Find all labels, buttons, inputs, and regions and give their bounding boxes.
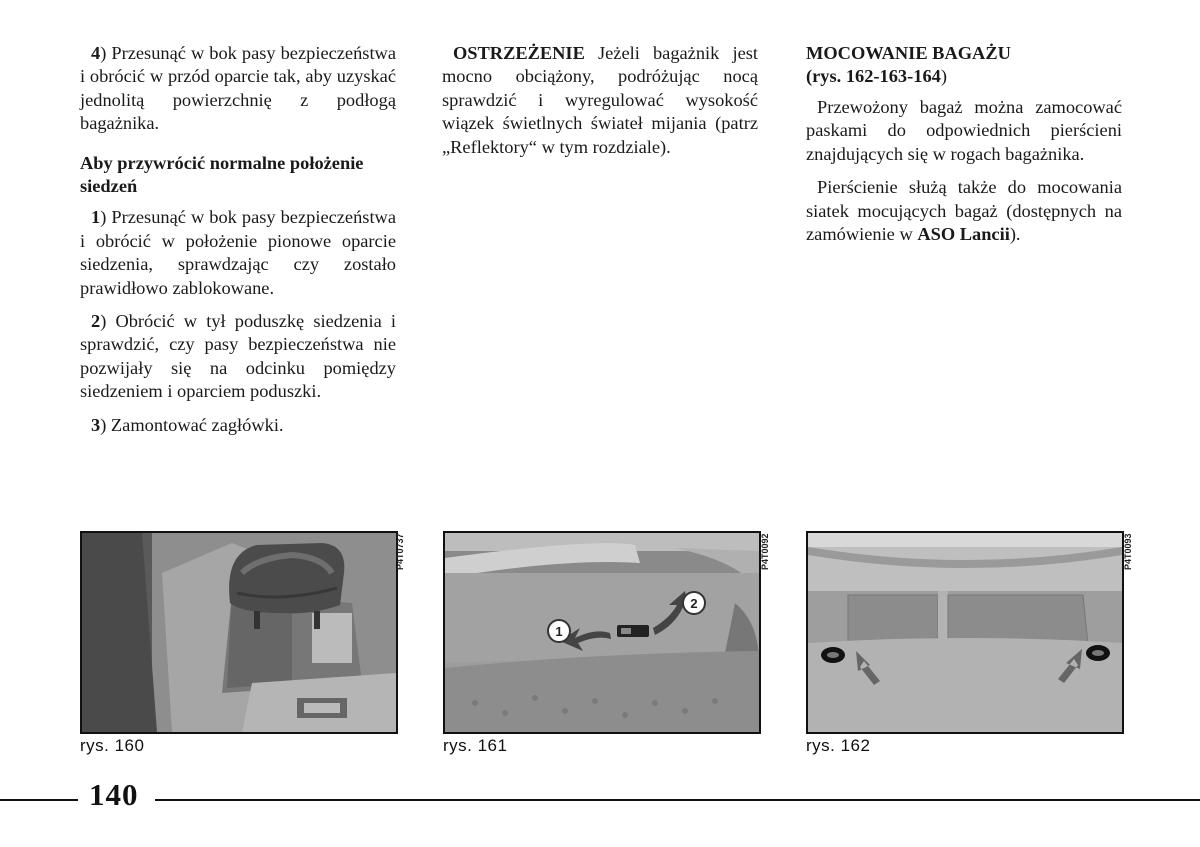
- step-4-number: 4: [91, 43, 101, 63]
- footer-rule-left: [0, 799, 78, 801]
- mounting-paragraph-2: [806, 176, 1122, 246]
- para2-start: Pierścienie służą także do mocowania siatek mocujących bagaż (dostępnych na zamówienie w: [806, 177, 1122, 245]
- warning-label: OSTRZEŻENIE: [453, 43, 585, 63]
- left-text-column: [80, 42, 396, 447]
- trunk-rings-illustration: [808, 533, 1122, 732]
- dealer-name: ASO Lancii: [917, 224, 1010, 245]
- restore-seats-heading: Aby przywrócić normalne położenie siedzeń: [80, 152, 364, 197]
- section-title-text: MOCOWANIE BAGAŻU: [806, 43, 1011, 63]
- step-3-text: ) Zamontować zagłówki.: [100, 414, 284, 435]
- figure-160-code: P4T0737: [395, 533, 405, 570]
- seat-lever-illustration: [445, 533, 759, 732]
- figure-160-caption: rys. 160: [80, 736, 145, 755]
- step-2-number: 2: [91, 311, 101, 332]
- para2-end: ).: [1009, 224, 1021, 245]
- step-2-text: ) Obrócić w tył poduszkę siedzenia i sprawdzić, czy pasy bezpieczeństwa nie pozwijały się na odcinku pomiędzy siedzeniem i oparciem poduszki.: [80, 311, 396, 402]
- arrow-label-2: 2: [690, 596, 698, 611]
- step-1-number: 1: [91, 207, 101, 228]
- step-1-text: ) Przesunąć w bok pasy bezpieczeństwa i obrócić w położenie pionowe oparcie siedzenia, sprawdzając czy zostało prawidłowo zablokowane.: [80, 207, 396, 298]
- footer-rule-right: [155, 799, 1200, 801]
- figure-162-code: P4T0093: [1123, 533, 1133, 570]
- ref-close-paren: ): [940, 66, 947, 86]
- warning-paragraph: [442, 42, 758, 159]
- step-3-number: 3: [91, 414, 101, 435]
- figure-161-photo: [443, 531, 761, 734]
- right-text-column: [806, 42, 1122, 256]
- page-number: 140: [89, 777, 139, 812]
- section-title: [806, 42, 1122, 88]
- arrow-label-1: 1: [555, 624, 563, 639]
- figure-162-photo: [806, 531, 1124, 734]
- step-1-paragraph: [80, 206, 396, 300]
- figure-161-code: P4T0092: [760, 533, 770, 570]
- ref-open-paren: (: [806, 66, 813, 86]
- mounting-paragraph-1: Przewożony bagaż można zamocować paskami do odpowiednich pierścieni znajdujących się w rogach bagażnika.: [806, 97, 1122, 164]
- warning-text: Jeżeli bagażnik jest mocno obciążony, podróżując nocą sprawdzić i wyregulować wysokość wiązek świetlnych świateł mijania (patrz „Reflektory“ w tym rozdziale).: [442, 43, 758, 157]
- figure-162-caption: rys. 162: [806, 736, 871, 755]
- middle-text-column: [442, 42, 758, 169]
- figure-reference: rys. 162-163-164: [812, 66, 941, 86]
- step-3-paragraph: [80, 414, 396, 437]
- figure-161-caption: rys. 161: [443, 736, 508, 755]
- step-4-paragraph: [80, 42, 396, 136]
- headrest-illustration: [82, 533, 396, 732]
- step-2-paragraph: [80, 310, 396, 404]
- figure-160-photo: [80, 531, 398, 734]
- step-4-text: ) Przesunąć w bok pasy bezpieczeństwa i obrócić w przód oparcie tak, aby uzyskać jednolitą powierzchnię z podłogą bagażnika.: [80, 43, 396, 134]
